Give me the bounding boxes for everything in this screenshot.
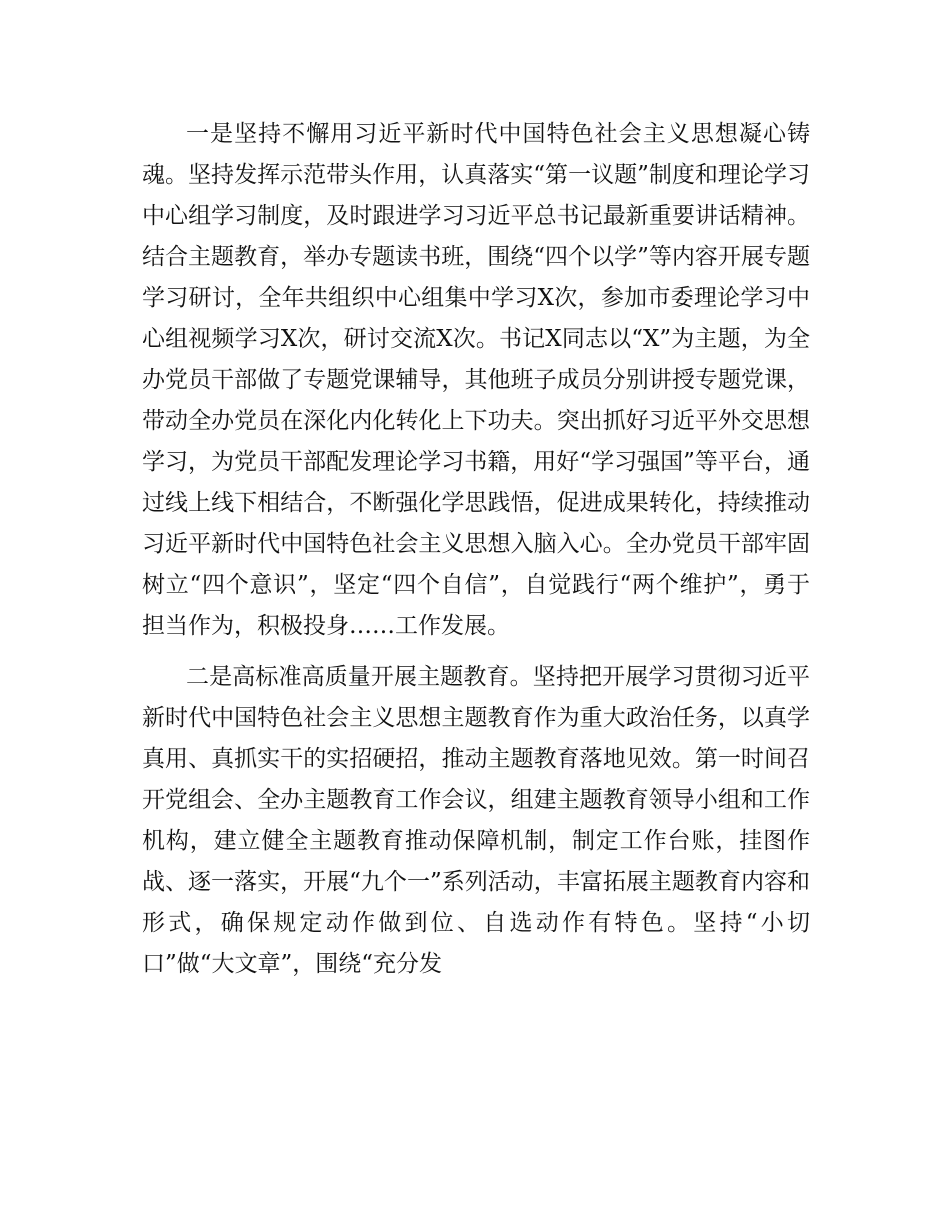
paragraph-2: 二是高标准高质量开展主题教育。坚持把开展学习贯彻习近平新时代中国特色社会主义思想主题教育作为重大政治任务，以真学真用、真抓实干的实招硬招，推动主题教育落地见效。第一时间召开党组会、全办主题教育工作会议，组建主题教育领导小组和工作机构，建立健全主题教育推动保障机制，制定工作台账，挂图作战、逐一落实，开展“九个一”系列活动，丰富拓展主题教育内容和形式，确保规定动作做到位、自选动作有特色。坚持“小切口”做“大文章”，围绕“充分发 <box>142 664 810 977</box>
document-body <box>142 114 810 985</box>
paragraph-1: 一是坚持不懈用习近平新时代中国特色社会主义思想凝心铸魂。坚持发挥示范带头作用，认真落实“第一议题”制度和理论学习中心组学习制度，及时跟进学习习近平总书记最新重要讲话精神。结合主题教育，举办专题读书班，围绕“四个以学”等内容开展专题学习研讨，全年共组织中心组集中学习X次，参加市委理论学习中心组视频学习X次，研讨交流X次。书记X同志以“X”为主题，为全办党员干部做了专题党课辅导，其他班子成员分别讲授专题党课，带动全办党员在深化内化转化上下功夫。突出抓好习近平外交思想学习，为党员干部配发理论学习书籍，用好“学习强国”等平台，通过线上线下相结合，不断强化学思践悟，促进成果转化，持续推动习近平新时代中国特色社会主义思想入脑入心。全办党员干部牢固树立“四个意识”，坚定“四个自信”，自觉践行“两个维护”，勇于担当作为，积极投身……工作发展。 <box>142 121 810 639</box>
